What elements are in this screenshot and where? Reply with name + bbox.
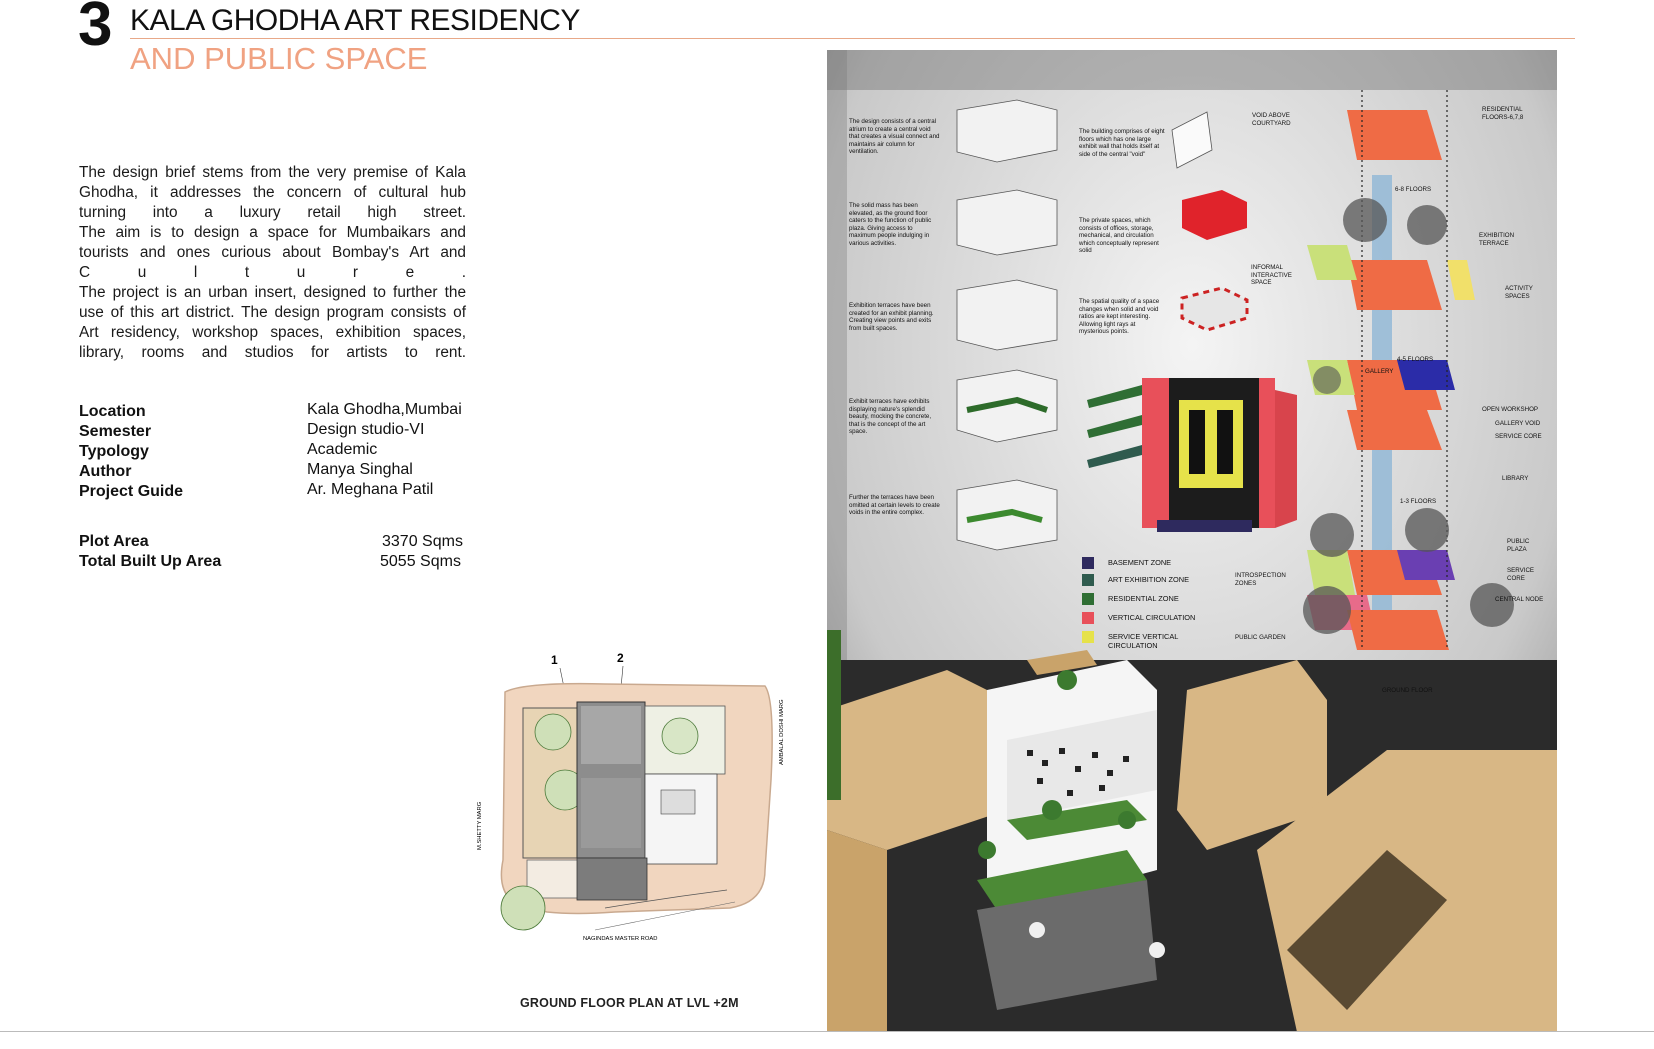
- brief-line: tourists and ones curious about Bombay's Art and: [79, 244, 466, 261]
- section-label: GALLERY: [1365, 368, 1394, 375]
- concept-note: Exhibition terraces have been created for an exhibit planning. Creating view points and exits from built spaces.: [849, 302, 934, 332]
- concept-note: The design consists of a central atrium to create a central void that creates a visual connect and maintains air column for ventilation.: [849, 118, 940, 155]
- page-title: KALA GHODHA ART RESIDENCY: [130, 4, 580, 37]
- detail-value: Manya Singhal: [307, 461, 413, 478]
- legend-label: VERTICAL CIRCULATION: [1108, 613, 1196, 622]
- brief-line: Art residency, workshop spaces, exhibition spaces,: [79, 324, 466, 341]
- concept-note: Exhibit terraces have exhibits displaying nature's splendid beauty, mocking the concrete, that is the concept of the art space.: [849, 398, 932, 435]
- detail-label: Typology: [79, 443, 149, 460]
- brief-line: turning into a luxury retail high street.: [79, 204, 466, 221]
- concept-board: [827, 50, 1557, 1032]
- legend-label: SERVICE VERTICAL CIRCULATION: [1108, 632, 1179, 650]
- detail-label: Author: [79, 463, 132, 480]
- area-value: 5055 Sqms: [380, 553, 461, 570]
- brief-line: The project is an urban insert, designed to further the: [79, 284, 466, 301]
- section-mark: 1: [551, 653, 558, 667]
- concept-note: The building comprises of eight floors which has one large exhibit wall that holds itself at side of the central "void": [1079, 128, 1165, 158]
- brief-line: The aim is to design a space for Mumbaikars and: [79, 224, 466, 241]
- ground-floor-plan: [465, 640, 785, 965]
- sheet-number: 3: [78, 0, 111, 59]
- section-label: RESIDENTIAL FLOORS-6,7,8: [1482, 106, 1524, 121]
- concept-note: The solid mass has been elevated, as the ground floor caters to the function of public plaza. Giving access to maximum people indulging in various activities.: [849, 202, 932, 247]
- section-label: ACTIVITY SPACES: [1505, 285, 1533, 300]
- section-label: GROUND FLOOR: [1382, 687, 1433, 694]
- concept-note: The private spaces, which consists of offices, storage, mechanical, and circulation which conceptually represent solid: [1079, 217, 1159, 254]
- title-rule: [130, 38, 1575, 39]
- legend-label: RESIDENTIAL ZONE: [1108, 594, 1179, 603]
- brief-line: The design brief stems from the very premise of Kala: [79, 164, 466, 181]
- legend-label: ART EXHIBITION ZONE: [1108, 575, 1190, 584]
- section-label: PUBLIC GARDEN: [1235, 634, 1286, 641]
- bottom-rule: [0, 1031, 1654, 1032]
- design-brief: [79, 163, 466, 363]
- area-value: 3370 Sqms: [382, 533, 463, 550]
- section-label: SERVICE CORE: [1495, 433, 1542, 440]
- detail-value: Academic: [307, 441, 378, 458]
- road-label: M.SHETTY MARG: [477, 801, 483, 850]
- area-label: Total Built Up Area: [79, 553, 222, 570]
- detail-label: Project Guide: [79, 483, 184, 500]
- section-label: INTROSPECTION ZONES: [1235, 572, 1286, 587]
- section-label: SERVICE CORE: [1507, 567, 1535, 582]
- board-graphics: [827, 50, 1557, 1032]
- section-label: INFORMAL INTERACTIVE SPACE: [1251, 264, 1292, 286]
- detail-label: Location: [79, 403, 146, 420]
- brief-line: library, rooms and studios for artists to rent.: [79, 344, 466, 361]
- section-label: PUBLIC PLAZA: [1507, 538, 1530, 553]
- section-mark: 2: [617, 651, 624, 665]
- brief-line: C u l t u r e .: [79, 264, 466, 281]
- section-label: OPEN WORKSHOP: [1482, 406, 1539, 413]
- area-label: Plot Area: [79, 533, 149, 550]
- detail-label: Semester: [79, 423, 152, 440]
- section-label: LIBRARY: [1502, 475, 1529, 482]
- section-label: 1-3 FLOORS: [1400, 498, 1437, 505]
- section-label: CENTRAL NODE: [1495, 596, 1544, 603]
- concept-note: The spatial quality of a space changes when solid and void ratios are kept interesting. Allowing light rays at mysterious points.: [1079, 298, 1160, 335]
- detail-value: Design studio-VI: [307, 421, 425, 438]
- section-label: 6-8 FLOORS: [1395, 186, 1432, 193]
- brief-line: use of this art district. The design program consists of: [79, 304, 466, 321]
- section-label: GALLERY VOID: [1495, 420, 1541, 427]
- legend-label: BASEMENT ZONE: [1108, 558, 1172, 567]
- page-subtitle: AND PUBLIC SPACE: [130, 41, 428, 76]
- brief-line: Ghodha, it addresses the concern of cultural hub: [79, 184, 466, 201]
- road-label: NAGINDAS MASTER ROAD: [583, 936, 658, 942]
- section-label: EXHIBITION TERRACE: [1479, 232, 1515, 247]
- detail-value: Ar. Meghana Patil: [307, 481, 434, 498]
- plan-caption: GROUND FLOOR PLAN AT LVL +2M: [520, 996, 739, 1010]
- section-label: 4-5 FLOORS: [1397, 356, 1434, 363]
- concept-note: Further the terraces have been omitted at certain levels to create voids in the entire complex.: [849, 494, 940, 516]
- detail-value: Kala Ghodha,Mumbai: [307, 401, 462, 418]
- section-label: VOID ABOVE COURTYARD: [1252, 112, 1291, 127]
- road-label: AMBALAL DOSHI MARG: [779, 699, 785, 765]
- site-render: [827, 630, 1557, 1032]
